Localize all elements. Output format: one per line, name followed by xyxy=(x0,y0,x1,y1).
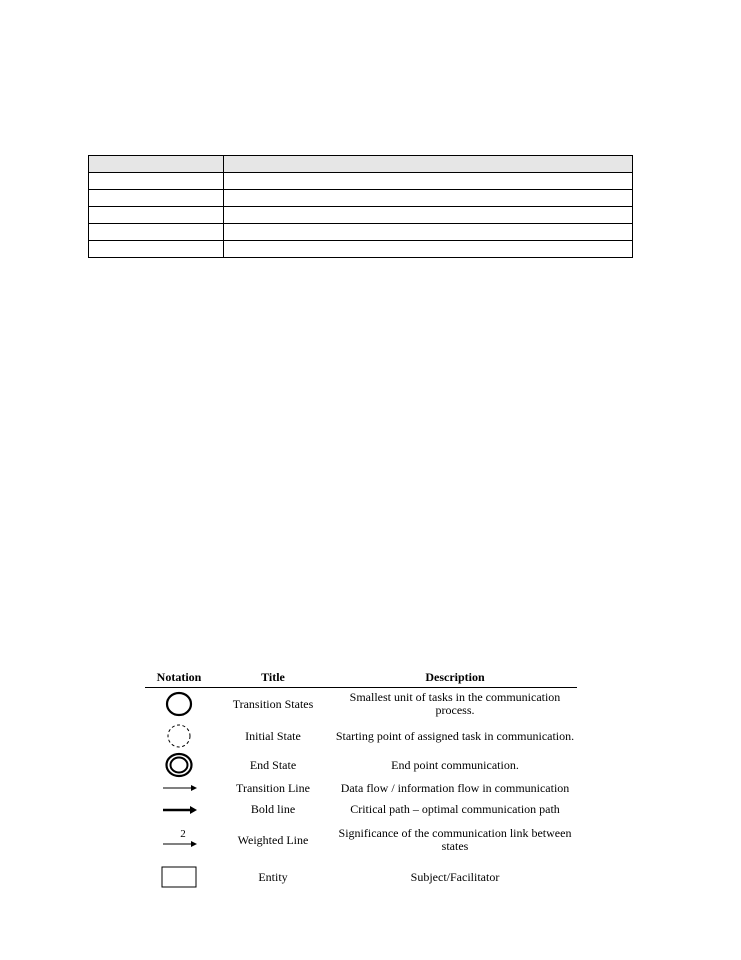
table-cell xyxy=(224,190,633,207)
table-cell xyxy=(89,224,224,241)
legend-title: Weighted Line xyxy=(237,832,309,847)
legend-description: Smallest unit of tasks in the communication process. xyxy=(349,690,561,717)
legend-row-end-state xyxy=(145,752,577,778)
legend-row-initial-state xyxy=(145,720,577,752)
table-row xyxy=(89,173,633,190)
header-notation: Notation xyxy=(156,670,202,684)
legend-description: Starting point of assigned task in communication. xyxy=(335,728,575,743)
empty-grid-table xyxy=(88,155,633,258)
bold-arrow-icon xyxy=(145,804,213,816)
table-cell xyxy=(224,224,633,241)
table-cell xyxy=(89,207,224,224)
legend-title: Transition Line xyxy=(236,780,310,795)
weighted-arrow-icon xyxy=(145,827,213,853)
legend-title: Entity xyxy=(258,869,288,884)
table-row xyxy=(89,224,633,241)
rectangle-icon xyxy=(145,865,213,889)
legend-title: Transition States xyxy=(232,696,314,711)
table-cell xyxy=(224,156,633,173)
legend-description: Critical path – optimal communication path xyxy=(350,802,560,816)
legend-description: Subject/Facilitator xyxy=(410,869,500,884)
table-cell xyxy=(224,241,633,258)
weight-label: 2 xyxy=(180,828,186,840)
legend-description: Data flow / information flow in communication xyxy=(340,780,570,795)
legend-title: Bold line xyxy=(250,802,296,816)
header-title: Title xyxy=(261,670,285,684)
legend-row-transition-states xyxy=(145,688,577,720)
legend-row-transition-line xyxy=(145,778,577,798)
table-row xyxy=(89,207,633,224)
legend-title: End State xyxy=(249,757,297,772)
table-row xyxy=(89,241,633,258)
double-circle-icon xyxy=(145,752,213,778)
table-cell xyxy=(224,207,633,224)
dashed-circle-icon xyxy=(145,722,213,750)
legend-row-entity xyxy=(145,859,577,895)
table-row xyxy=(89,190,633,207)
table-cell xyxy=(89,190,224,207)
legend-title: Initial State xyxy=(245,728,301,743)
table-cell xyxy=(224,173,633,190)
circle-icon xyxy=(145,690,213,718)
table-cell xyxy=(89,156,224,173)
legend-header-row xyxy=(145,668,577,688)
notation-legend-table xyxy=(145,668,577,895)
table-cell xyxy=(89,241,224,258)
legend-row-bold-line xyxy=(145,798,577,821)
thin-arrow-icon xyxy=(145,782,213,794)
header-description: Description xyxy=(425,670,485,684)
legend-description: Significance of the communication link between states xyxy=(338,826,572,853)
table-header-row xyxy=(89,156,633,173)
legend-row-weighted-line xyxy=(145,821,577,859)
legend-description: End point communication. xyxy=(391,757,519,772)
table-cell xyxy=(89,173,224,190)
